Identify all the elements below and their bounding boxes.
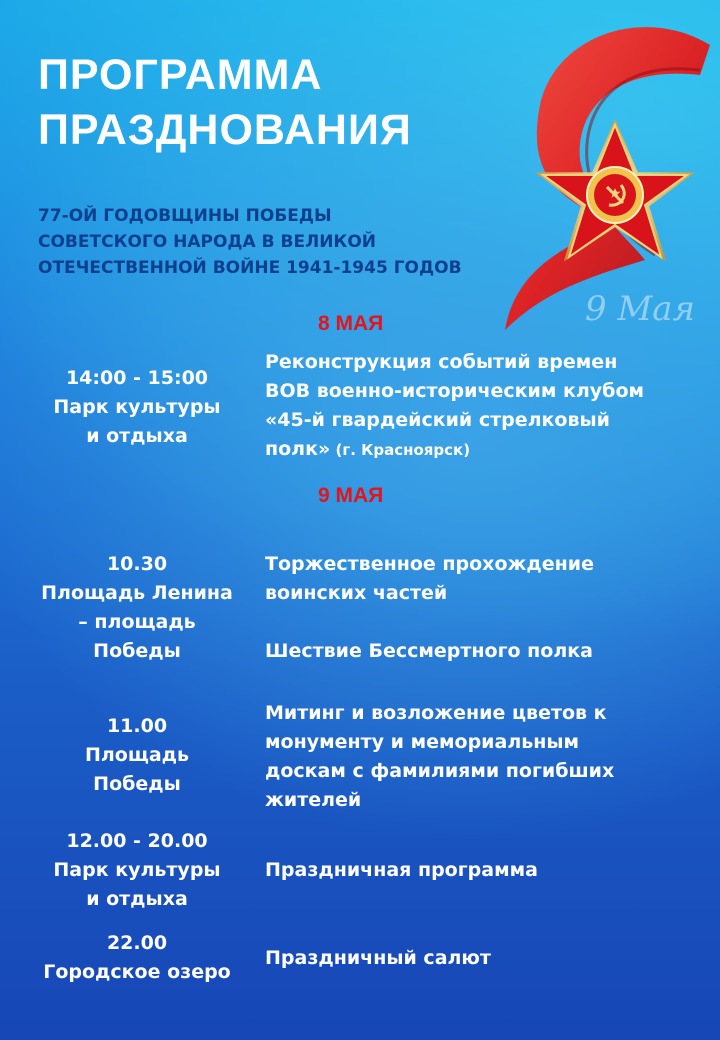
event-line: жителей (265, 789, 362, 811)
event-line: монументу и мемориальным (265, 731, 580, 753)
subtitle-line: СОВЕТСКОГО НАРОДА В ВЕЛИКОЙ (38, 232, 376, 252)
event-place: Парк культуры (53, 859, 221, 881)
event-time-place (22, 929, 252, 987)
event-time-place (22, 364, 252, 451)
event-line: Митинг и возложение цветов к (265, 702, 607, 724)
event-time-place (22, 827, 252, 914)
event-place: Парк культуры (53, 396, 221, 418)
subtitle-line: ОТЕЧЕСТВЕННОЙ ВОЙНЕ 1941-1945 ГОДОВ (38, 258, 462, 278)
event-line: Праздничный салют (265, 947, 491, 969)
event-description (265, 550, 705, 608)
event-place: Городское озеро (43, 961, 231, 983)
event-line: доскам с фамилиями погибших (265, 760, 615, 782)
event-place: Победы (93, 640, 181, 662)
event-place: и отдыха (86, 425, 188, 447)
event-place: Площадь Ленина (41, 582, 233, 604)
event-time: 12.00 - 20.00 (66, 830, 208, 852)
event-line: Праздничная программа (265, 859, 538, 881)
event-description (265, 637, 705, 666)
subtitle (38, 203, 462, 281)
event-description (265, 699, 705, 815)
day-heading: 8 МАЯ (318, 312, 384, 335)
subtitle-line: 77-ОЙ ГОДОВЩИНЫ ПОБЕДЫ (38, 206, 332, 226)
event-description (265, 348, 705, 465)
event-place: Площадь (84, 744, 190, 766)
event-note: (г. Красноярск) (330, 441, 471, 459)
day-heading: 9 МАЯ (318, 484, 384, 507)
emblem-script-text: 9 Мая (585, 289, 696, 329)
event-time: 10.30 (106, 553, 168, 575)
event-time: 22.00 (106, 932, 168, 954)
event-line (265, 435, 705, 465)
page-title (38, 48, 412, 158)
event-line: ВОВ военно-историческим клубом (265, 380, 645, 402)
event-line: Торжественное прохождение (265, 553, 594, 575)
event-description (265, 944, 705, 973)
title-line: ПРАЗДНОВАНИЯ (38, 106, 412, 154)
event-place: Победы (93, 773, 181, 795)
event-line: воинских частей (265, 582, 448, 604)
event-place: – площадь (78, 611, 196, 633)
event-place: и отдыха (86, 888, 188, 910)
title-line: ПРОГРАММА (38, 51, 323, 99)
event-line: «45-й гвардейский стрелковый (265, 409, 610, 431)
event-time: 14:00 - 15:00 (65, 367, 209, 389)
event-time-place (22, 550, 252, 666)
event-line: Реконструкция событий времен (265, 351, 618, 373)
event-line: Шествие Бессмертного полка (265, 640, 593, 662)
victory-emblem (495, 10, 720, 350)
event-description (265, 856, 705, 885)
event-time: 11.00 (106, 715, 168, 737)
event-line-main: полк» (265, 438, 331, 460)
event-time-place (22, 712, 252, 799)
